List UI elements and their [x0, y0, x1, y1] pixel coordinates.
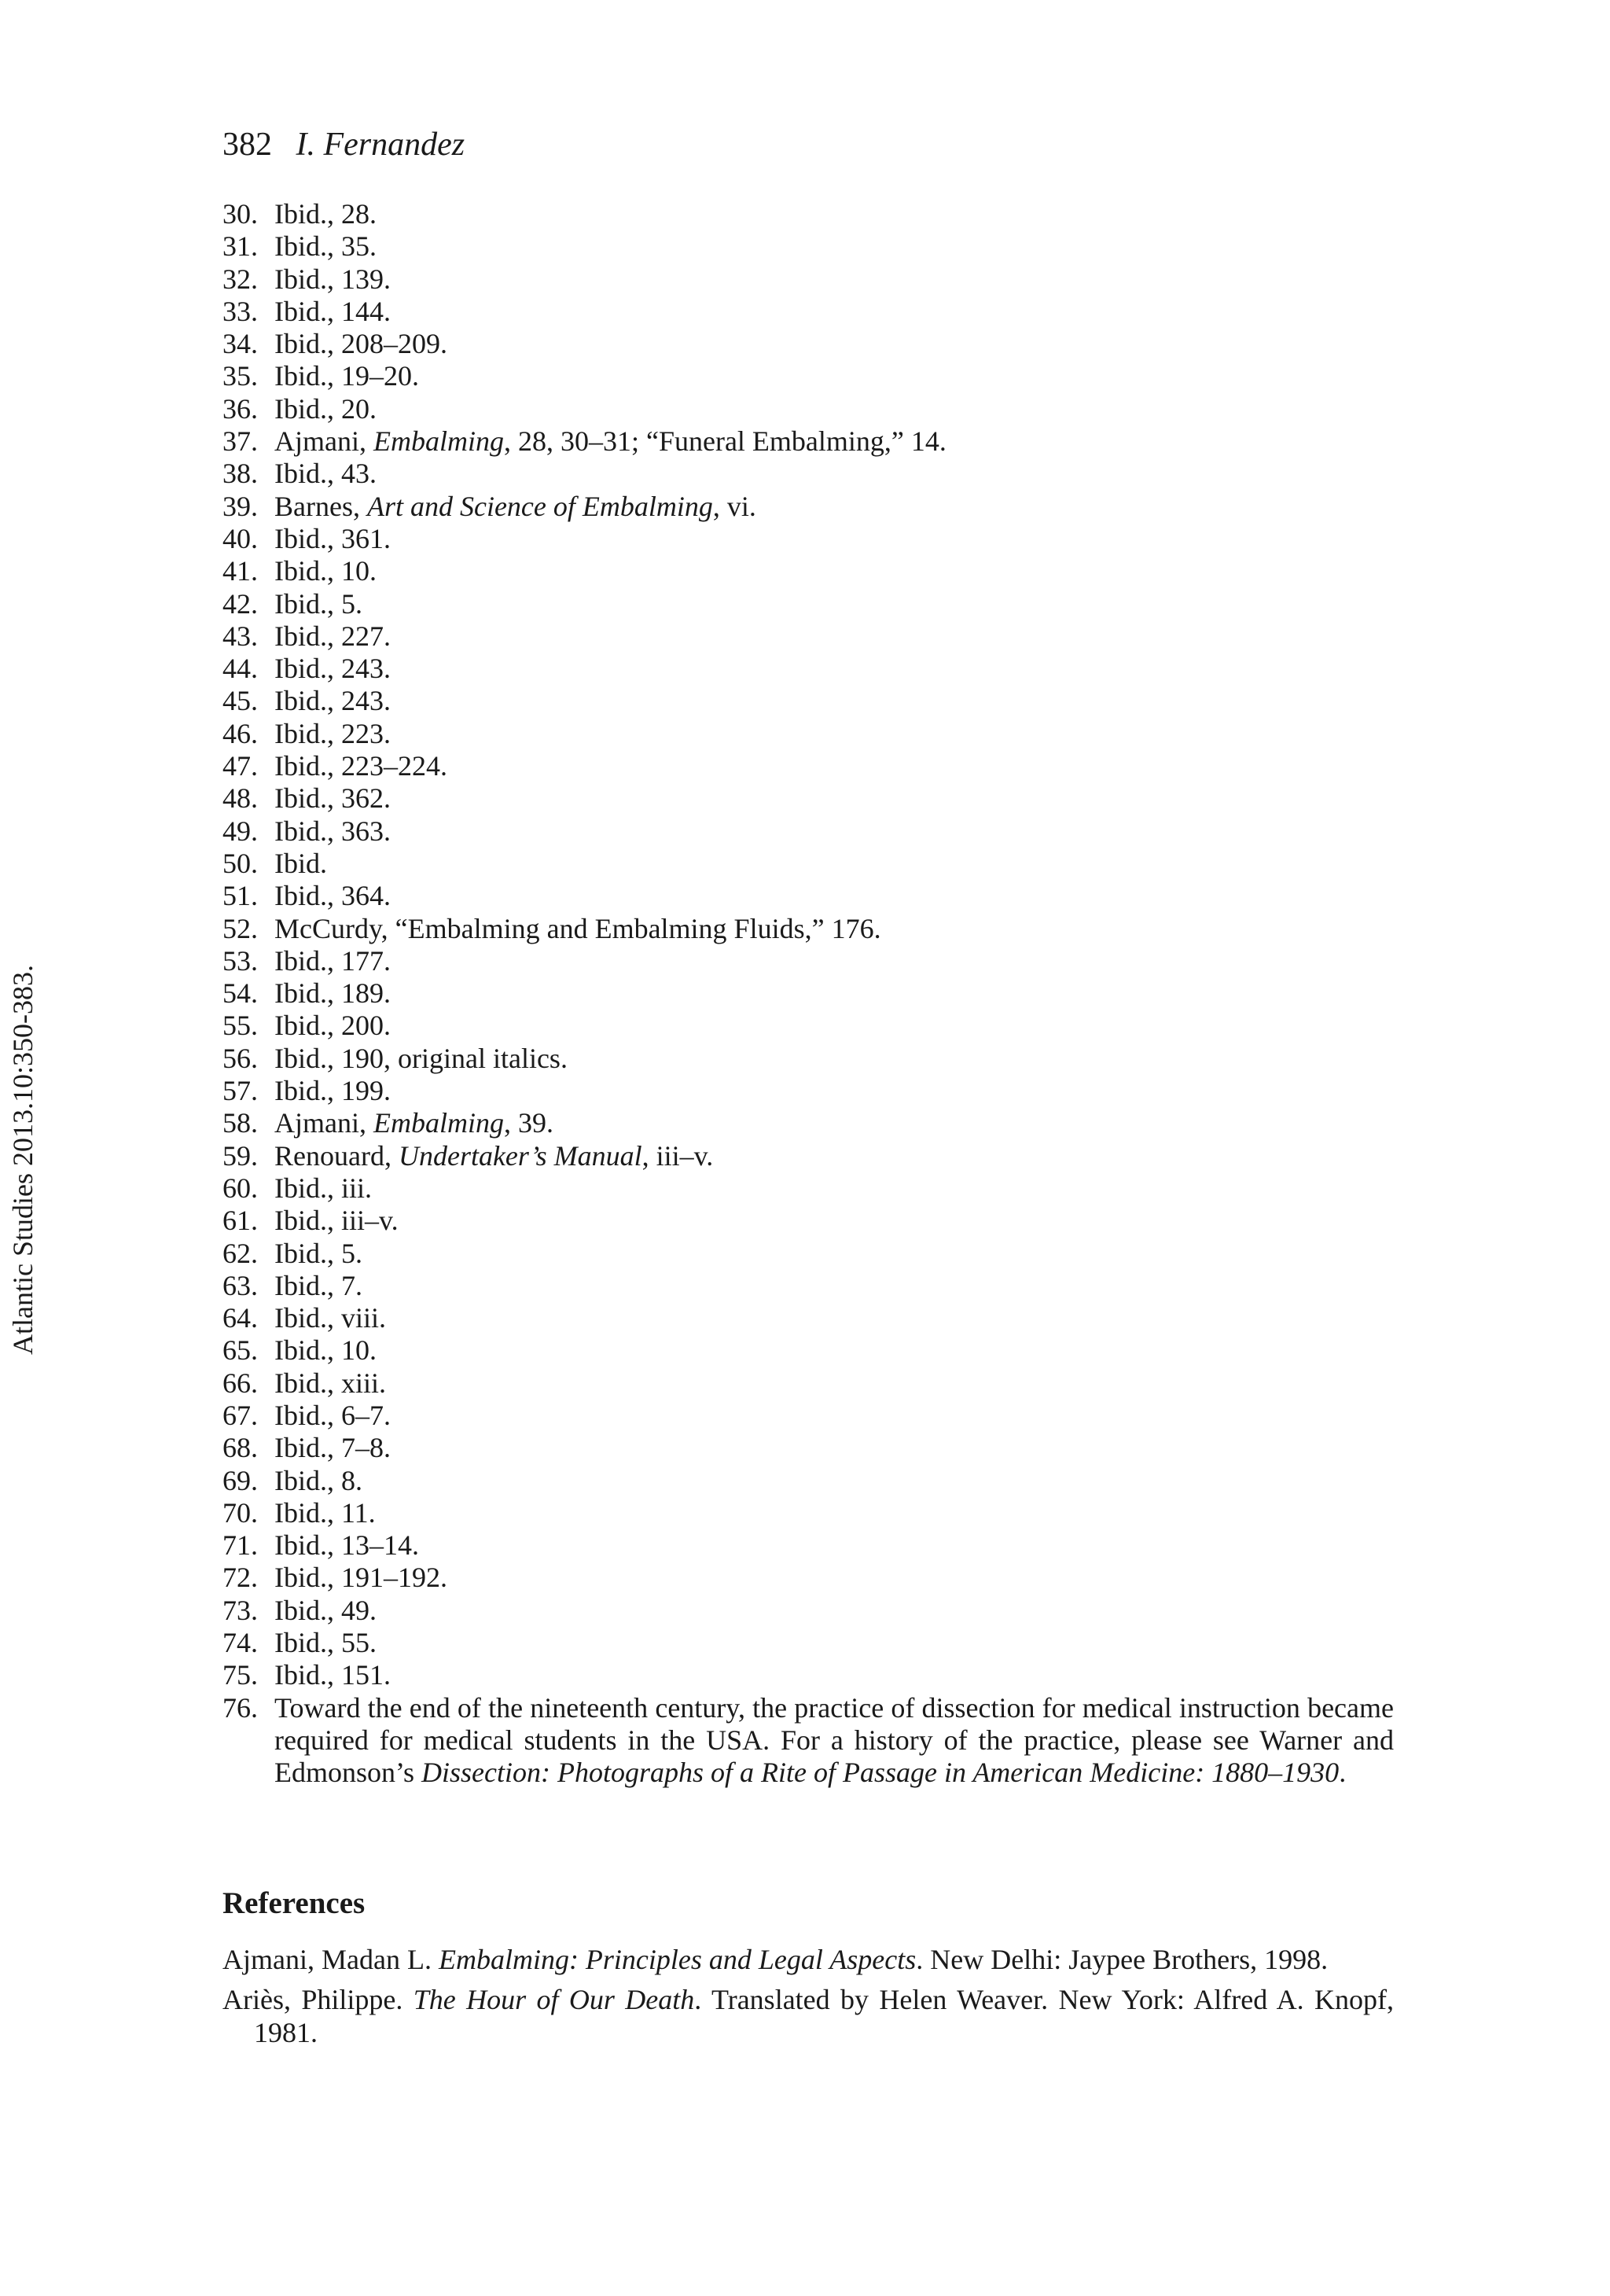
endnote-item	[222, 328, 1394, 360]
endnote-number: 41.	[222, 555, 258, 587]
text-run: Ibid., xiii.	[274, 1367, 386, 1399]
endnote-text	[274, 1107, 1394, 1139]
endnote-number: 67.	[222, 1399, 258, 1431]
text-run: Ibid., 7–8.	[274, 1432, 391, 1464]
endnote-item	[222, 1075, 1394, 1107]
text-run: Ibid., 13–14.	[274, 1529, 419, 1562]
text-run: Ibid., 191–192.	[274, 1562, 447, 1594]
endnote-number: 47.	[222, 750, 258, 782]
endnote-text	[274, 1627, 1394, 1659]
endnote-item	[222, 393, 1394, 425]
endnote-number: 37.	[222, 425, 258, 458]
endnote-number: 44.	[222, 653, 258, 685]
endnote-number: 36.	[222, 392, 258, 425]
endnote-text	[274, 685, 1394, 717]
italic-title: Dissection: Photographs of a Rite of Passage in American Medicine: 1880–1930	[421, 1757, 1340, 1789]
endnote-item	[222, 1659, 1394, 1691]
text-run: Ibid., 43.	[274, 458, 377, 490]
text-run: Ibid.	[274, 847, 327, 879]
endnote-item	[222, 1334, 1394, 1367]
endnote-text	[274, 1140, 1394, 1172]
endnote-text	[274, 718, 1394, 750]
text-run: Ariès, Philippe.	[222, 1984, 414, 2016]
endnote-number: 32.	[222, 263, 258, 295]
endnote-number: 38.	[222, 458, 258, 490]
endnote-number: 56.	[222, 1042, 258, 1074]
text-run: Ibid., 144.	[274, 295, 391, 327]
text-run: Ibid., 151.	[274, 1659, 391, 1691]
endnote-text	[274, 230, 1394, 263]
endnote-item	[222, 1043, 1394, 1075]
endnote-item	[222, 458, 1394, 490]
endnote-number: 65.	[222, 1334, 258, 1367]
text-run: .	[1339, 1757, 1347, 1789]
endnote-text	[274, 1043, 1394, 1075]
running-header	[222, 126, 465, 164]
endnote-item	[222, 653, 1394, 685]
endnote-number: 48.	[222, 782, 258, 815]
endnote-text	[274, 1010, 1394, 1042]
endnote-text	[274, 523, 1394, 555]
text-run: Ibid., 189.	[274, 977, 391, 1010]
endnote-text	[274, 458, 1394, 490]
endnote-text	[274, 913, 1394, 945]
endnote-item	[222, 977, 1394, 1010]
endnote-item	[222, 815, 1394, 848]
endnote-item	[222, 848, 1394, 880]
endnote-item	[222, 1205, 1394, 1237]
endnote-item	[222, 1010, 1394, 1042]
endnote-item	[222, 588, 1394, 620]
endnote-number: 74.	[222, 1627, 258, 1659]
endnote-item	[222, 425, 1394, 458]
italic-title: Undertaker’s Manual	[398, 1139, 642, 1172]
endnote-number: 31.	[222, 230, 258, 263]
endnote-text	[274, 393, 1394, 425]
text-run: Ibid., 190, original italics.	[274, 1042, 568, 1074]
endnote-text	[274, 1334, 1394, 1367]
text-run: McCurdy, “Embalming and Embalming Fluids,” 176.	[274, 912, 881, 944]
text-run: , vi.	[712, 490, 756, 522]
text-run: Ibid., 19–20.	[274, 360, 419, 392]
text-run: Ibid., 5.	[274, 587, 362, 620]
italic-title: Art and Science of Embalming	[366, 490, 713, 522]
endnote-text	[274, 198, 1394, 230]
italic-title: Embalming: Principles and Legal Aspects	[438, 1944, 917, 1975]
reference-entry	[222, 1944, 1394, 1976]
endnote-text	[274, 1465, 1394, 1497]
text-run: , iii–v.	[641, 1139, 714, 1172]
endnote-number: 60.	[222, 1172, 258, 1204]
endnote-text	[274, 977, 1394, 1010]
endnote-item	[222, 1497, 1394, 1529]
text-run: Ibid., 363.	[274, 815, 391, 847]
endnote-text	[274, 1497, 1394, 1529]
endnote-item	[222, 1140, 1394, 1172]
endnote-number: 53.	[222, 944, 258, 977]
page-number: 382	[222, 127, 272, 163]
endnote-item	[222, 1692, 1394, 1790]
text-run: Ibid., 364.	[274, 880, 391, 912]
endnote-item	[222, 945, 1394, 977]
endnote-number: 66.	[222, 1367, 258, 1399]
endnote-number: 59.	[222, 1139, 258, 1172]
endnote-number: 64.	[222, 1302, 258, 1334]
reference-entry	[222, 1984, 1394, 2049]
text-run: Ibid., 362.	[274, 782, 391, 815]
endnote-number: 50.	[222, 847, 258, 879]
text-run: Ibid., iii.	[274, 1172, 372, 1204]
endnote-text	[274, 263, 1394, 296]
text-run: Ibid., 223–224.	[274, 750, 447, 782]
endnote-item	[222, 782, 1394, 815]
endnote-number: 62.	[222, 1237, 258, 1269]
endnote-item	[222, 263, 1394, 296]
references-list	[222, 1944, 1394, 2057]
endnote-item	[222, 880, 1394, 912]
running-author: I. Fernandez	[296, 127, 465, 163]
endnote-item	[222, 685, 1394, 717]
endnote-number: 63.	[222, 1269, 258, 1301]
endnote-number: 54.	[222, 977, 258, 1010]
endnote-text	[274, 555, 1394, 587]
text-run: Ibid., 35.	[274, 230, 377, 263]
endnote-number: 72.	[222, 1562, 258, 1594]
endnote-item	[222, 1107, 1394, 1139]
text-run: Ajmani,	[274, 1107, 373, 1139]
endnote-text	[274, 1238, 1394, 1270]
endnote-text	[274, 588, 1394, 620]
text-run: Ibid., 208–209.	[274, 328, 447, 360]
text-run: Ajmani, Madan L.	[222, 1944, 439, 1975]
endnote-text	[274, 1367, 1394, 1400]
endnote-number: 35.	[222, 360, 258, 392]
text-run: Ibid., 49.	[274, 1594, 377, 1626]
endnote-item	[222, 555, 1394, 587]
endnote-text	[274, 296, 1394, 328]
endnote-number: 42.	[222, 587, 258, 620]
endnote-text	[274, 1075, 1394, 1107]
endnote-text	[274, 425, 1394, 458]
endnote-number: 70.	[222, 1496, 258, 1529]
endnote-item	[222, 1465, 1394, 1497]
endnote-item	[222, 1529, 1394, 1562]
text-run: . Translated by Helen Weaver. New York: Alfred A. Knopf, 1981.	[254, 1984, 1395, 2048]
text-run: Ibid., 227.	[274, 620, 391, 652]
endnote-number: 51.	[222, 880, 258, 912]
endnote-text	[274, 491, 1394, 523]
endnotes-list	[222, 198, 1394, 1790]
endnote-item	[222, 913, 1394, 945]
endnote-number: 55.	[222, 1010, 258, 1042]
endnote-text	[274, 1659, 1394, 1691]
text-run: Ibid., 361.	[274, 522, 391, 554]
endnote-text	[274, 1205, 1394, 1237]
italic-title: The Hour of Our Death	[413, 1984, 695, 2016]
endnote-item	[222, 1432, 1394, 1464]
text-run: Ibid., 5.	[274, 1237, 362, 1269]
endnote-text	[274, 1400, 1394, 1432]
sidebar-citation: Atlantic Studies 2013.10:350-383.	[7, 965, 39, 1355]
endnote-number: 75.	[222, 1659, 258, 1691]
endnote-item	[222, 1400, 1394, 1432]
text-run: Ibid., 10.	[274, 555, 377, 587]
endnote-text	[274, 848, 1394, 880]
endnote-number: 61.	[222, 1205, 258, 1237]
endnote-item	[222, 1238, 1394, 1270]
endnote-number: 57.	[222, 1075, 258, 1107]
endnote-number: 34.	[222, 328, 258, 360]
text-run: Ibid., 10.	[274, 1334, 377, 1367]
text-run: Ibid., 223.	[274, 717, 391, 749]
text-run: Ibid., 6–7.	[274, 1399, 391, 1431]
text-run: Toward the end of the nineteenth century, the practice of dissection for medical instruction became required for medical students in the USA. For a history of the practice, please see Warner and Edmonson’s	[274, 1691, 1394, 1789]
text-run: Ibid., 11.	[274, 1496, 376, 1529]
endnote-number: 73.	[222, 1594, 258, 1626]
endnote-text	[274, 1692, 1394, 1790]
text-run: Renouard,	[274, 1139, 399, 1172]
endnote-item	[222, 718, 1394, 750]
endnote-text	[274, 1172, 1394, 1205]
endnote-item	[222, 750, 1394, 782]
text-run: Ibid., 199.	[274, 1075, 391, 1107]
endnote-item	[222, 1367, 1394, 1400]
endnote-item	[222, 620, 1394, 653]
endnote-number: 33.	[222, 295, 258, 327]
text-run: Ibid., 200.	[274, 1010, 391, 1042]
endnote-item	[222, 1172, 1394, 1205]
endnote-item	[222, 1270, 1394, 1302]
endnote-text	[274, 1595, 1394, 1627]
endnote-item	[222, 523, 1394, 555]
text-run: Ibid., 139.	[274, 263, 391, 295]
endnote-number: 30.	[222, 198, 258, 230]
text-run: Ibid., 7.	[274, 1269, 362, 1301]
text-run: Ibid., viii.	[274, 1302, 386, 1334]
endnote-text	[274, 750, 1394, 782]
endnote-text	[274, 360, 1394, 392]
text-run: , 28, 30–31; “Funeral Embalming,” 14.	[503, 425, 947, 458]
text-run: Ibid., 8.	[274, 1464, 362, 1496]
endnote-text	[274, 880, 1394, 912]
endnote-text	[274, 815, 1394, 848]
endnote-item	[222, 491, 1394, 523]
text-run: Ibid., 28.	[274, 198, 377, 230]
text-run: Ibid., iii–v.	[274, 1205, 399, 1237]
endnote-text	[274, 653, 1394, 685]
endnote-item	[222, 360, 1394, 392]
endnote-item	[222, 198, 1394, 230]
text-run: , 39.	[503, 1107, 553, 1139]
italic-title: Embalming	[373, 425, 504, 458]
endnote-text	[274, 1562, 1394, 1594]
text-run: Ajmani,	[274, 425, 373, 458]
endnote-number: 40.	[222, 522, 258, 554]
text-run: Barnes,	[274, 490, 367, 522]
endnote-text	[274, 945, 1394, 977]
text-run: Ibid., 177.	[274, 944, 391, 977]
endnote-item	[222, 1627, 1394, 1659]
endnote-number: 46.	[222, 717, 258, 749]
endnote-text	[274, 782, 1394, 815]
endnote-item	[222, 1595, 1394, 1627]
text-run: Ibid., 20.	[274, 392, 377, 425]
endnote-number: 43.	[222, 620, 258, 652]
endnote-text	[274, 328, 1394, 360]
endnote-text	[274, 620, 1394, 653]
endnote-text	[274, 1529, 1394, 1562]
endnote-text	[274, 1302, 1394, 1334]
text-run: . New Delhi: Jaypee Brothers, 1998.	[916, 1944, 1329, 1975]
endnote-number: 52.	[222, 912, 258, 944]
endnote-item	[222, 1302, 1394, 1334]
endnote-number: 45.	[222, 685, 258, 717]
text-run: Ibid., 243.	[274, 685, 391, 717]
endnote-number: 49.	[222, 815, 258, 847]
endnote-number: 76.	[222, 1691, 258, 1724]
text-run: Ibid., 243.	[274, 653, 391, 685]
references-heading: References	[222, 1886, 366, 1920]
endnote-text	[274, 1270, 1394, 1302]
endnote-item	[222, 230, 1394, 263]
endnote-text	[274, 1432, 1394, 1464]
endnote-number: 69.	[222, 1464, 258, 1496]
endnote-number: 71.	[222, 1529, 258, 1562]
endnote-number: 39.	[222, 490, 258, 522]
endnote-number: 68.	[222, 1432, 258, 1464]
italic-title: Embalming	[373, 1107, 504, 1139]
endnote-item	[222, 1562, 1394, 1594]
text-run: Ibid., 55.	[274, 1627, 377, 1659]
endnote-item	[222, 296, 1394, 328]
endnote-number: 58.	[222, 1107, 258, 1139]
